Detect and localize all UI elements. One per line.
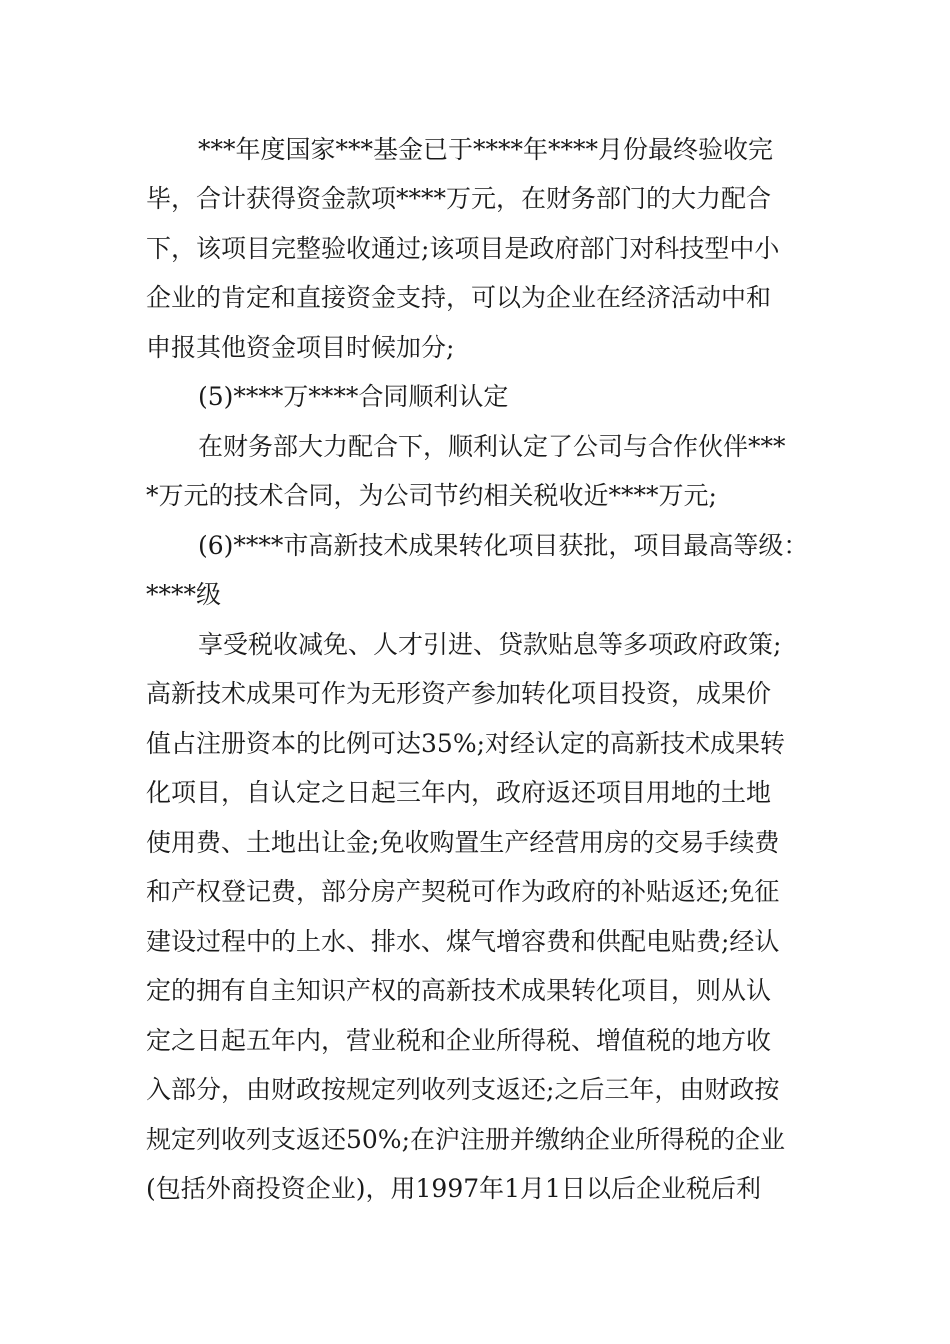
paragraph-1-line-4: 企业的肯定和直接资金支持，可以为企业在经济活动中和 [146,283,772,312]
heading-item-5: (5)****万****合同顺利认定 [198,382,509,411]
paragraph-3-line-9: 定之日起五年内，营业税和企业所得税、增值税的地方收 [146,1026,772,1055]
paragraph-3-line-8: 定的拥有自主知识产权的高新技术成果转化项目，则从认 [146,976,772,1005]
paragraph-3-line-1: 享受税收减免、人才引进、贷款贴息等多项政府政策; [198,630,782,659]
paragraph-2-line-1: 在财务部大力配合下，顺利认定了公司与合作伙伴*** [198,432,786,461]
paragraph-3-line-4: 化项目，自认定之日起三年内，政府返还项目用地的土地 [146,778,772,807]
paragraph-3-line-12: (包括外商投资企业)，用1997年1月1日以后企业税后利 [146,1174,761,1203]
paragraph-3-line-10: 入部分，由财政按规定列收列支返还;之后三年，由财政按 [146,1075,780,1104]
paragraph-3-line-2: 高新技术成果可作为无形资产参加转化项目投资，成果价 [146,679,772,708]
heading-item-6: (6)****市高新技术成果转化项目获批，项目最高等级： [198,531,809,560]
paragraph-3-line-5: 使用费、土地出让金;免收购置生产经营用房的交易手续费 [146,828,780,857]
paragraph-3-line-7: 建设过程中的上水、排水、煤气增容费和供配电贴费;经认 [146,927,780,956]
paragraph-1-line-1: ***年度国家***基金已于****年****月份最终验收完 [198,135,774,164]
heading-item-6-line-2: ****级 [146,580,222,609]
paragraph-1-line-2: 毕，合计获得资金款项****万元，在财务部门的大力配合 [146,184,772,213]
paragraph-1-line-3: 下，该项目完整验收通过;该项目是政府部门对科技型中小 [146,234,780,263]
paragraph-3-line-6: 和产权登记费，部分房产契税可作为政府的补贴返还;免征 [146,877,780,906]
paragraph-2-line-2: *万元的技术合同，为公司节约相关税收近****万元; [146,481,717,510]
paragraph-1-line-5: 申报其他资金项目时候加分; [146,333,455,362]
paragraph-3-line-3: 值占注册资本的比例可达35%;对经认定的高新技术成果转 [146,729,785,758]
paragraph-3-line-11: 规定列收列支返还50%;在沪注册并缴纳企业所得税的企业 [146,1125,785,1154]
